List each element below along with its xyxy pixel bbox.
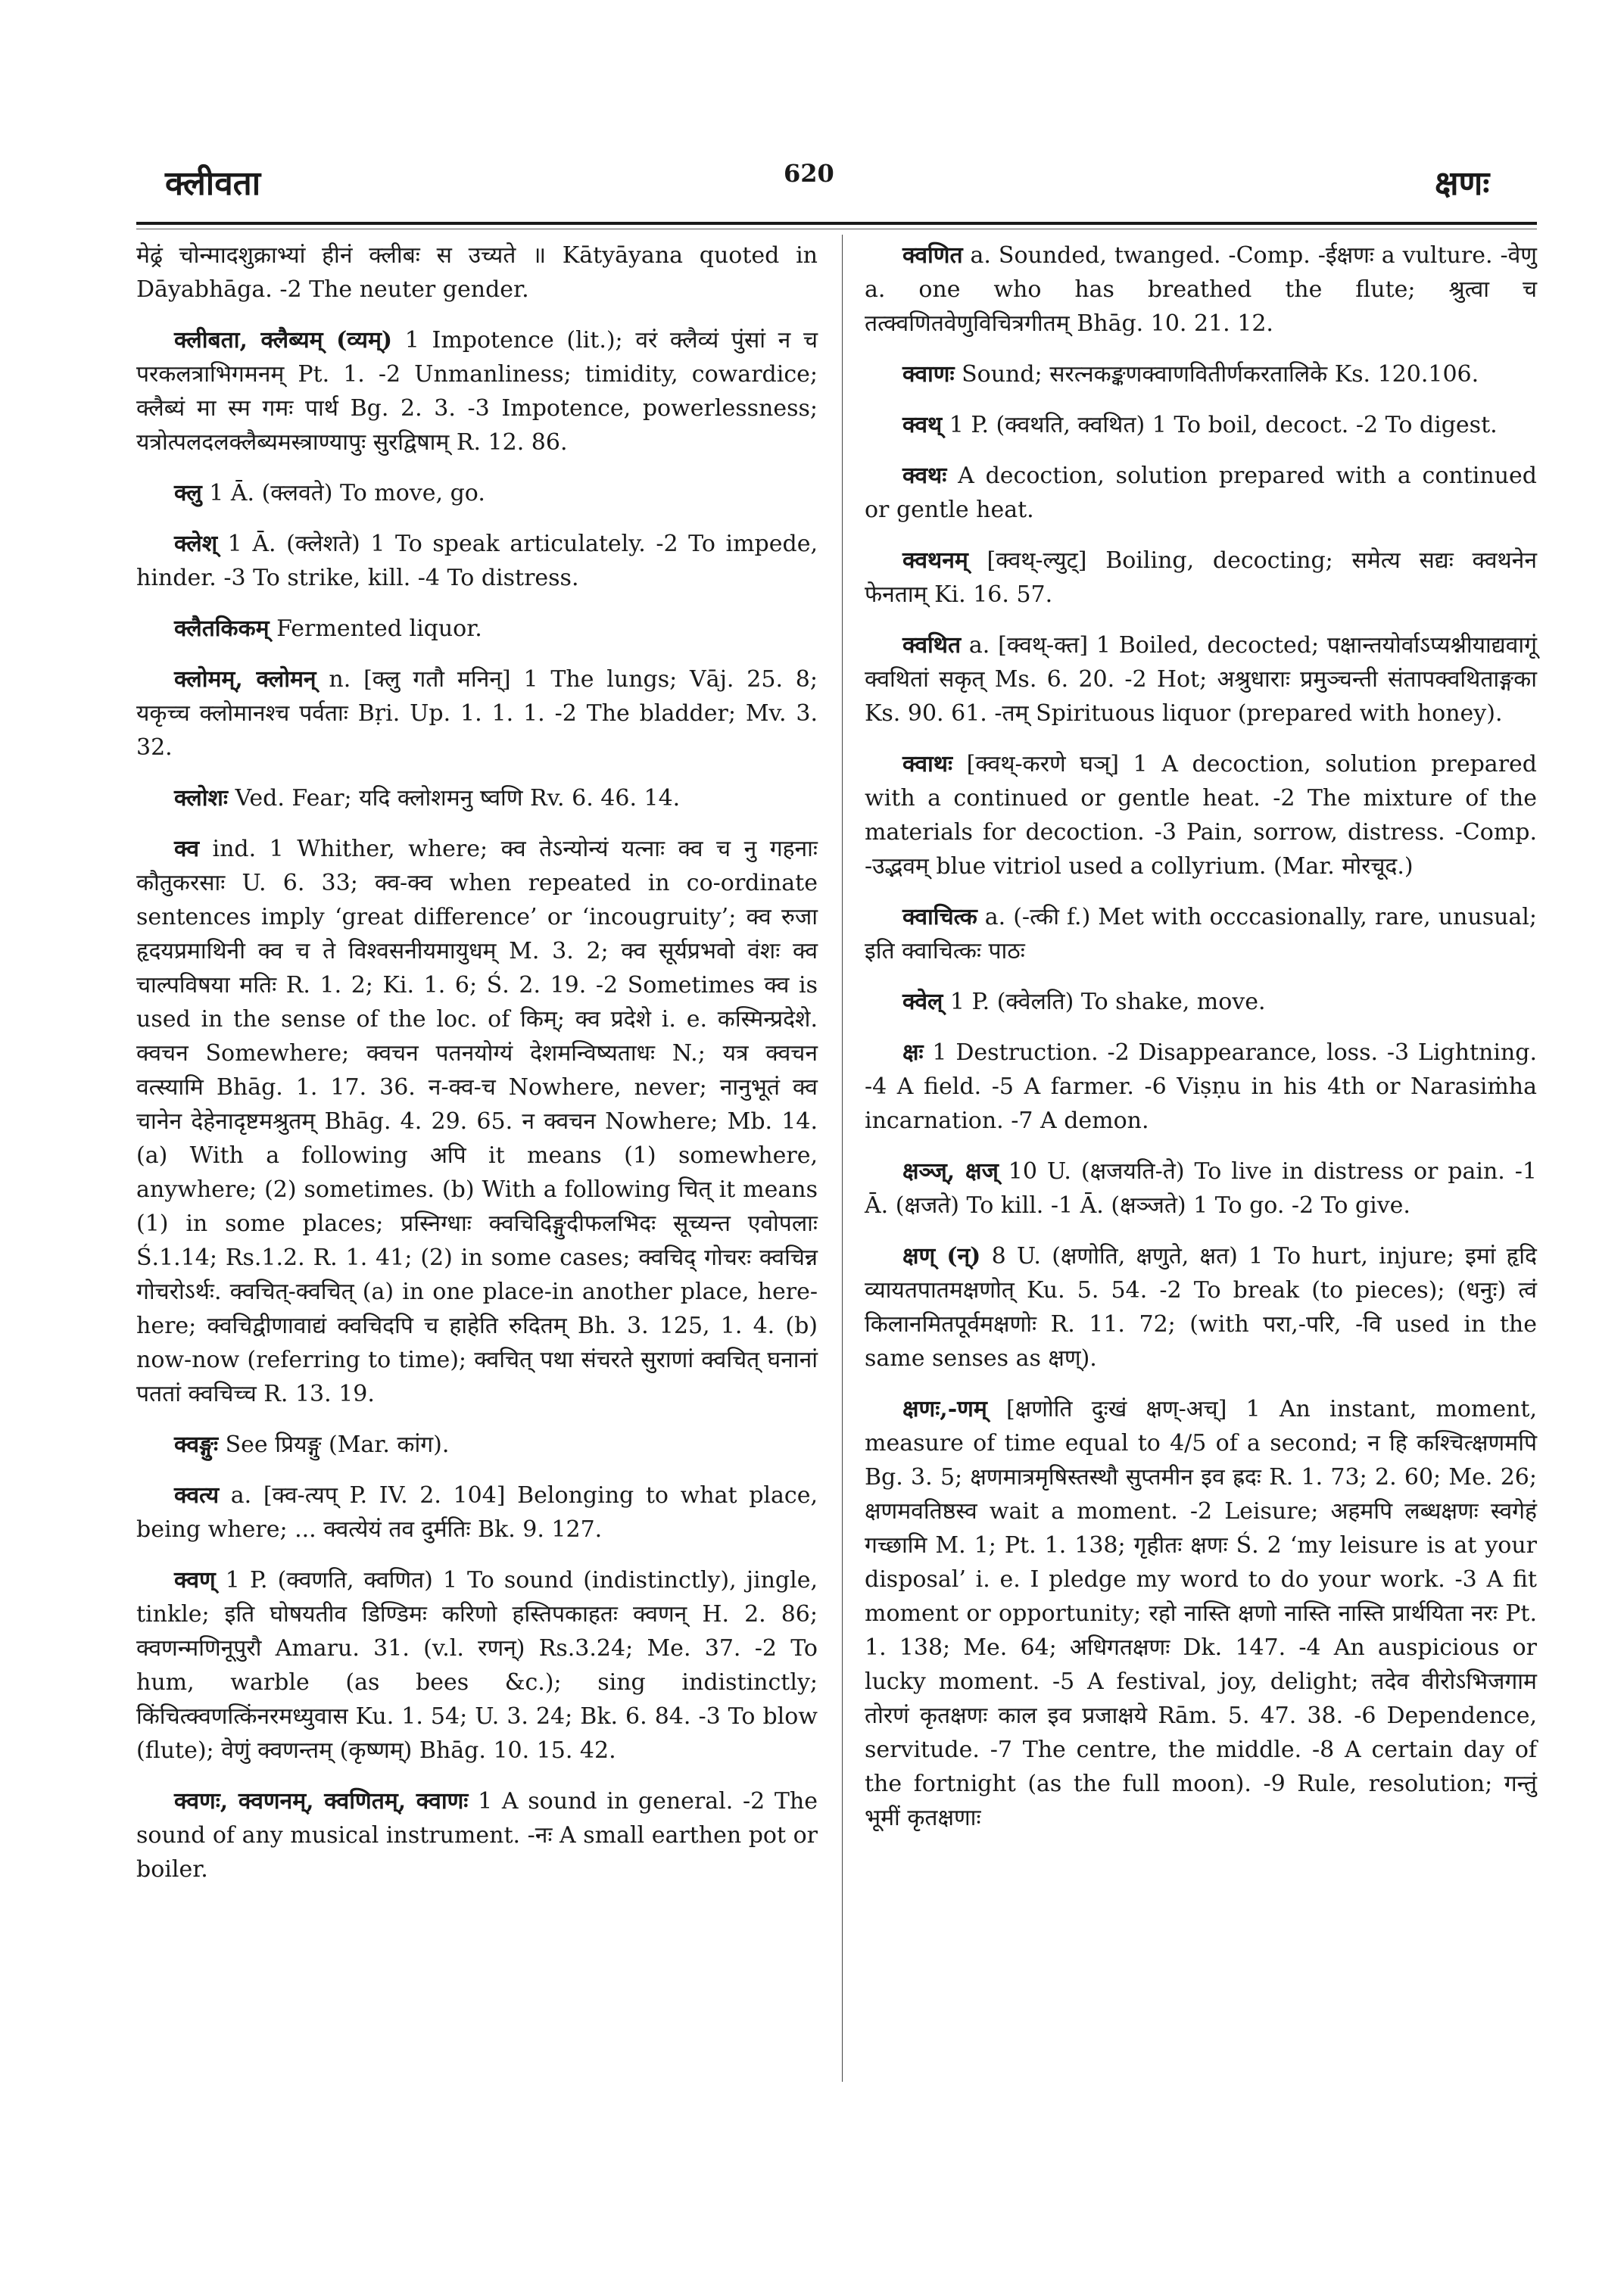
entry-definition: Ved. Fear; यदि क्लोशमनु ष्वणि Rv. 6. 46. 14. bbox=[227, 785, 681, 812]
entry-definition: [क्वथ्-ल्युट्] Boiling, decocting; समेत्य सद्यः क्वथनेन फेनताम् Ki. 16. 57. bbox=[865, 547, 1537, 608]
dictionary-entry bbox=[865, 1036, 1537, 1138]
entry-definition: [क्वथ्-करणे घञ्] 1 A decoction, solution prepared with a continued or gentle heat. -2 The mixture of the materials for decoction. -3 Pain, sorrow, distress. -Comp. -उद्भवम् blue vitriol used a collyrium. (Mar. मोरचूद.) bbox=[865, 751, 1537, 880]
entry-headword: क्व bbox=[174, 836, 200, 862]
entry-definition: a. Sounded, twanged. -Comp. -ईक्षणः a vulture. -वेणु a. one who has breathed the flute; श्रुत्वा च तत्क्वणितवेणुविचित्रगीतम् Bhāg. 10. 21. 12. bbox=[865, 242, 1537, 337]
entry-headword: क्वाचित्क bbox=[902, 904, 977, 930]
left-guide-word: क्लीवता bbox=[165, 164, 261, 203]
entry-headword: क्लेश् bbox=[174, 531, 218, 557]
entry-headword: क्षण् (न्) bbox=[902, 1243, 981, 1270]
dictionary-entry bbox=[865, 628, 1537, 731]
entry-headword: क्लोशः bbox=[174, 785, 228, 812]
dictionary-entry bbox=[865, 408, 1537, 442]
entry-definition: Fermented liquor. bbox=[269, 615, 482, 642]
dictionary-entry bbox=[136, 612, 818, 646]
entry-headword: क्वत्य bbox=[174, 1482, 220, 1509]
entry-headword: क्वथित bbox=[902, 632, 962, 659]
entry-headword: क्वाणः bbox=[902, 361, 955, 388]
dictionary-entry bbox=[136, 323, 818, 460]
entry-headword: क्लोमम्, क्लोमन् bbox=[174, 666, 316, 693]
entry-headword: क्वणित bbox=[902, 242, 963, 269]
entry-definition: 1 P. (क्वणति, क्वणित) 1 To sound (indistinctly), jingle, tinkle; इति घोषयतीव डिण्डिमः करिणो हस्तिपकाहतः क्वणन् H. 2. 86; क्वणन्मणिनूपुरौ Amaru. 31. (v.l. रणन्) Rs.3.24; Me. 37. -2 To hum, warble (as bees &c.); sing indistinctly; किंचित्क्वणत्किंनरमध्युवास Ku. 1. 54; U. 3. 24; Bk. 6. 84. -3 To blow (flute); वेणुं क्वणन्तम् (कृष्णम्) Bhāg. 10. 15. 42. bbox=[136, 1567, 818, 1764]
dictionary-entry bbox=[136, 476, 818, 510]
entry-definition: Sound; सरत्नकङ्कणक्वाणवितीर्णकरतालिके Ks. 120.106. bbox=[954, 361, 1479, 388]
dictionary-entry bbox=[136, 1563, 818, 1768]
entry-definition: 1 Ā. (क्लेशते) 1 To speak articulately. -2 To impede, hinder. -3 To strike, kill. -4 To distress. bbox=[136, 531, 818, 591]
dictionary-entry bbox=[865, 459, 1537, 527]
left-column bbox=[136, 238, 818, 1903]
entry-definition: 1 P. (क्वथति, क्वथित) 1 To boil, decoct. -2 To digest. bbox=[942, 412, 1498, 438]
dictionary-entry bbox=[136, 832, 818, 1411]
entry-definition: 10 U. (क्षजयति-ते) To live in distress or pain. -1 Ā. (क्षजते) To kill. -1 Ā. (क्षञ्जते) 1 To go. -2 To give. bbox=[865, 1158, 1538, 1219]
dictionary-entry bbox=[865, 900, 1537, 968]
entry-headword: क्लीबता, क्लैब्यम् (व्यम्) bbox=[174, 327, 393, 354]
entry-definition: a. [क्वथ्-क्त] 1 Boiled, decocted; पक्षान्तयोर्वाऽप्यश्नीयाद्यवागूं क्वथितां सकृत् Ms. 6. 20. -2 Hot; अश्रुधाराः प्रमुञ्चन्ती संतापक्वथिताङ्गका Ks. 90. 61. -तम् Spirituous liquor (prepared with honey). bbox=[865, 632, 1537, 727]
header-rule bbox=[136, 222, 1537, 225]
dictionary-entry bbox=[136, 238, 818, 307]
entry-headword: क्वङ्गुः bbox=[174, 1432, 219, 1458]
entry-definition: 1 P. (क्वेलति) To shake, move. bbox=[943, 989, 1266, 1015]
dictionary-entry bbox=[136, 662, 818, 765]
entry-definition: A decoction, solution prepared with a continued or gentle heat. bbox=[865, 463, 1537, 523]
entry-headword: क्वेल् bbox=[902, 989, 943, 1015]
dictionary-entry bbox=[865, 1239, 1537, 1375]
dictionary-entry bbox=[136, 527, 818, 595]
entry-definition: [क्षणोति दुःखं क्षण्-अच्] 1 An instant, moment, measure of time equal to 4/5 of a second; न हि कश्चित्क्षणमपि Bg. 3. 5; क्षणमात्रमृषिस्तस्थौ सुप्तमीन इव ह्रदः R. 1. 73; 2. 60; Me. 26; क्षणमवतिष्ठस्व wait a moment. -2 Leisure; अहमपि लब्धक्षणः स्वगेहं गच्छामि M. 1; Pt. 1. 138; गृहीतः क्षणः Ś. 2 ‘my leisure is at your disposal’ i. e. I pledge my word to do your work. -3 A fit moment or opportunity; रहो नास्ति क्षणो नास्ति नास्ति प्रार्थयिता नरः Pt. 1. 138; Me. 64; अधिगतक्षणः Dk. 147. -4 An auspicious or lucky moment. -5 A festival, joy, delight; तदेव वीरोऽभिजगाम तोरणं कृतक्षणः काल इव प्रजाक्षये Rām. 5. 47. 38. -6 Dependence, servitude. -7 The centre, the middle. -8 A certain day of the fortnight (as the full moon). -9 Rule, resolution; गन्तुं भूमीं कृतक्षणाः bbox=[865, 1396, 1537, 1831]
dictionary-entry bbox=[865, 1154, 1537, 1223]
column-divider bbox=[842, 235, 843, 2082]
dictionary-entry bbox=[136, 781, 818, 815]
entry-headword: क्वथः bbox=[902, 463, 947, 489]
dictionary-entry bbox=[865, 544, 1537, 612]
entry-definition: 1 Destruction. -2 Disappearance, loss. -3 Lightning. -4 A field. -5 A farmer. -6 Viṣṇu in his 4th or Narasiṁha incarnation. -7 A demon. bbox=[865, 1039, 1537, 1134]
page-header bbox=[0, 136, 1624, 220]
right-guide-word: क्षणः bbox=[1435, 164, 1490, 203]
entry-headword: क्वणः, क्वणनम्, क्वणितम्, क्वाणः bbox=[174, 1788, 469, 1815]
dictionary-entry bbox=[136, 1478, 818, 1547]
entry-headword: क्वण् bbox=[174, 1567, 216, 1594]
dictionary-entry bbox=[865, 985, 1537, 1019]
dictionary-entry bbox=[865, 747, 1537, 883]
entry-headword: क्लैतकिकम् bbox=[174, 615, 270, 642]
entry-definition: a. [क्व-त्यप् P. IV. 2. 104] Belonging to what place, being where; ... क्वत्येयं तव दुर्मतिः Bk. 9. 127. bbox=[136, 1482, 818, 1543]
page-number: 620 bbox=[784, 159, 834, 188]
entry-definition: 1 Impotence (lit.); वरं क्लैव्यं पुंसां न च परकलत्राभिगमनम् Pt. 1. -2 Unmanliness; timidity, cowardice; क्लैब्यं मा स्म गमः पार्थ Bg. 2. 3. -3 Impotence, powerlessness; यत्रोत्पलदलक्लैब्यमस्त्राण्यापुः सुरद्विषाम् R. 12. 86. bbox=[136, 327, 818, 456]
entry-definition: ind. 1 Whither, where; क्व तेऽन्योन्यं यत्नाः क्व च नु गहनाः कौतुकरसाः U. 6. 33; क्व-क्व when repeated in co-ordinate sentences imply ‘great difference’ or ‘incougruity’; क्व रुजा हृदयप्रमाथिनी क्व च ते विश्वसनीयमायुधम् M. 3. 2; क्व सूर्यप्रभवो वंशः क्व चाल्पविषया मतिः R. 1. 2; Ki. 1. 6; Ś. 2. 19. -2 Sometimes क्व is used in the sense of the loc. of किम्; क्व प्रदेशे i. e. कस्मिन्प्रदेशे. क्वचन Somewhere; क्वचन पतनयोग्यं देशमन्विष्यताधः N.; यत्र क्वचन वत्स्यामि Bhāg. 1. 17. 36. न-क्व-च Nowhere, never; नानुभूतं क्व चानेन देहेनादृष्टमश्रुतम् Bhāg. 4. 29. 65. न क्वचन Nowhere; Mb. 14. (a) With a following अपि it means (1) somewhere, anywhere; (2) sometimes. (b) With a following चित् it means (1) in some places; प्रस्निग्धाः क्वचिदिङ्गुदीफलभिदः सूच्यन्त एवोपलाः Ś.1.14; Rs.1.2. R. 1. 41; (2) in some cases; क्वचिद् गोचरः क्वचिन्न गोचरोऽर्थः. क्वचित्-क्वचित् (a) in one place-in another place, here-here; क्वचिद्वीणावाद्यं क्वचिदपि च हाहेति रुदितम् Bh. 3. 125, 1. 4. (b) now-now (referring to time); क्वचित् पथा संचरते सुराणां क्वचित् घनानां पततां क्वचिच्च R. 13. 19. bbox=[136, 836, 818, 1407]
entry-definition: 8 U. (क्षणोति, क्षणुते, क्षत) 1 To hurt, injure; इमां हृदि व्यायतपातमक्षणोत् Ku. 5. 54. -2 To break (to pieces); (धनुः) त्वं किलानमितपूर्वमक्षणोः R. 11. 72; (with परा,-परि, -वि used in the same senses as क्षण्). bbox=[865, 1243, 1537, 1372]
entry-definition: 1 Ā. (क्लवते) To move, go. bbox=[201, 480, 485, 506]
dictionary-entry bbox=[865, 357, 1537, 391]
entry-headword: क्वथ् bbox=[902, 412, 943, 438]
entry-headword: क्षणः,-णम् bbox=[902, 1396, 987, 1422]
entry-headword: क्वाथः bbox=[902, 751, 953, 777]
entry-definition: a. (-त्की f.) Met with occcasionally, rare, unusual; इति क्वाचित्कः पाठः bbox=[865, 904, 1537, 964]
right-column bbox=[865, 238, 1537, 1852]
entry-headword: क्वथनम् bbox=[902, 547, 968, 574]
entry-definition: See प्रियङ्गु (Mar. कांग). bbox=[218, 1432, 450, 1458]
entry-definition: मेढ्रं चोन्मादशुक्राभ्यां हीनं क्लीबः स उच्यते ॥ Kātyāyana quoted in Dāyabhāga. -2 The neuter gender. bbox=[136, 242, 818, 303]
entry-headword: क्षः bbox=[902, 1039, 924, 1066]
dictionary-entry bbox=[136, 1428, 818, 1462]
dictionary-entry bbox=[136, 1784, 818, 1886]
dictionary-entry bbox=[865, 238, 1537, 341]
dictionary-entry bbox=[865, 1392, 1537, 1835]
entry-definition: n. [क्लु गतौ मनिन्] 1 The lungs; Vāj. 25. 8; यकृच्च क्लोमानश्च पर्वताः Bṛi. Up. 1. 1. 1. -2 The bladder; Mv. 3. 32. bbox=[136, 666, 818, 761]
entry-headword: क्षञ्ज्, क्षज् bbox=[902, 1158, 999, 1185]
entry-definition: 1 A sound in general. -2 The sound of any musical instrument. -नः A small earthen pot or boiler. bbox=[136, 1788, 818, 1883]
entry-headword: क्लु bbox=[174, 480, 202, 506]
